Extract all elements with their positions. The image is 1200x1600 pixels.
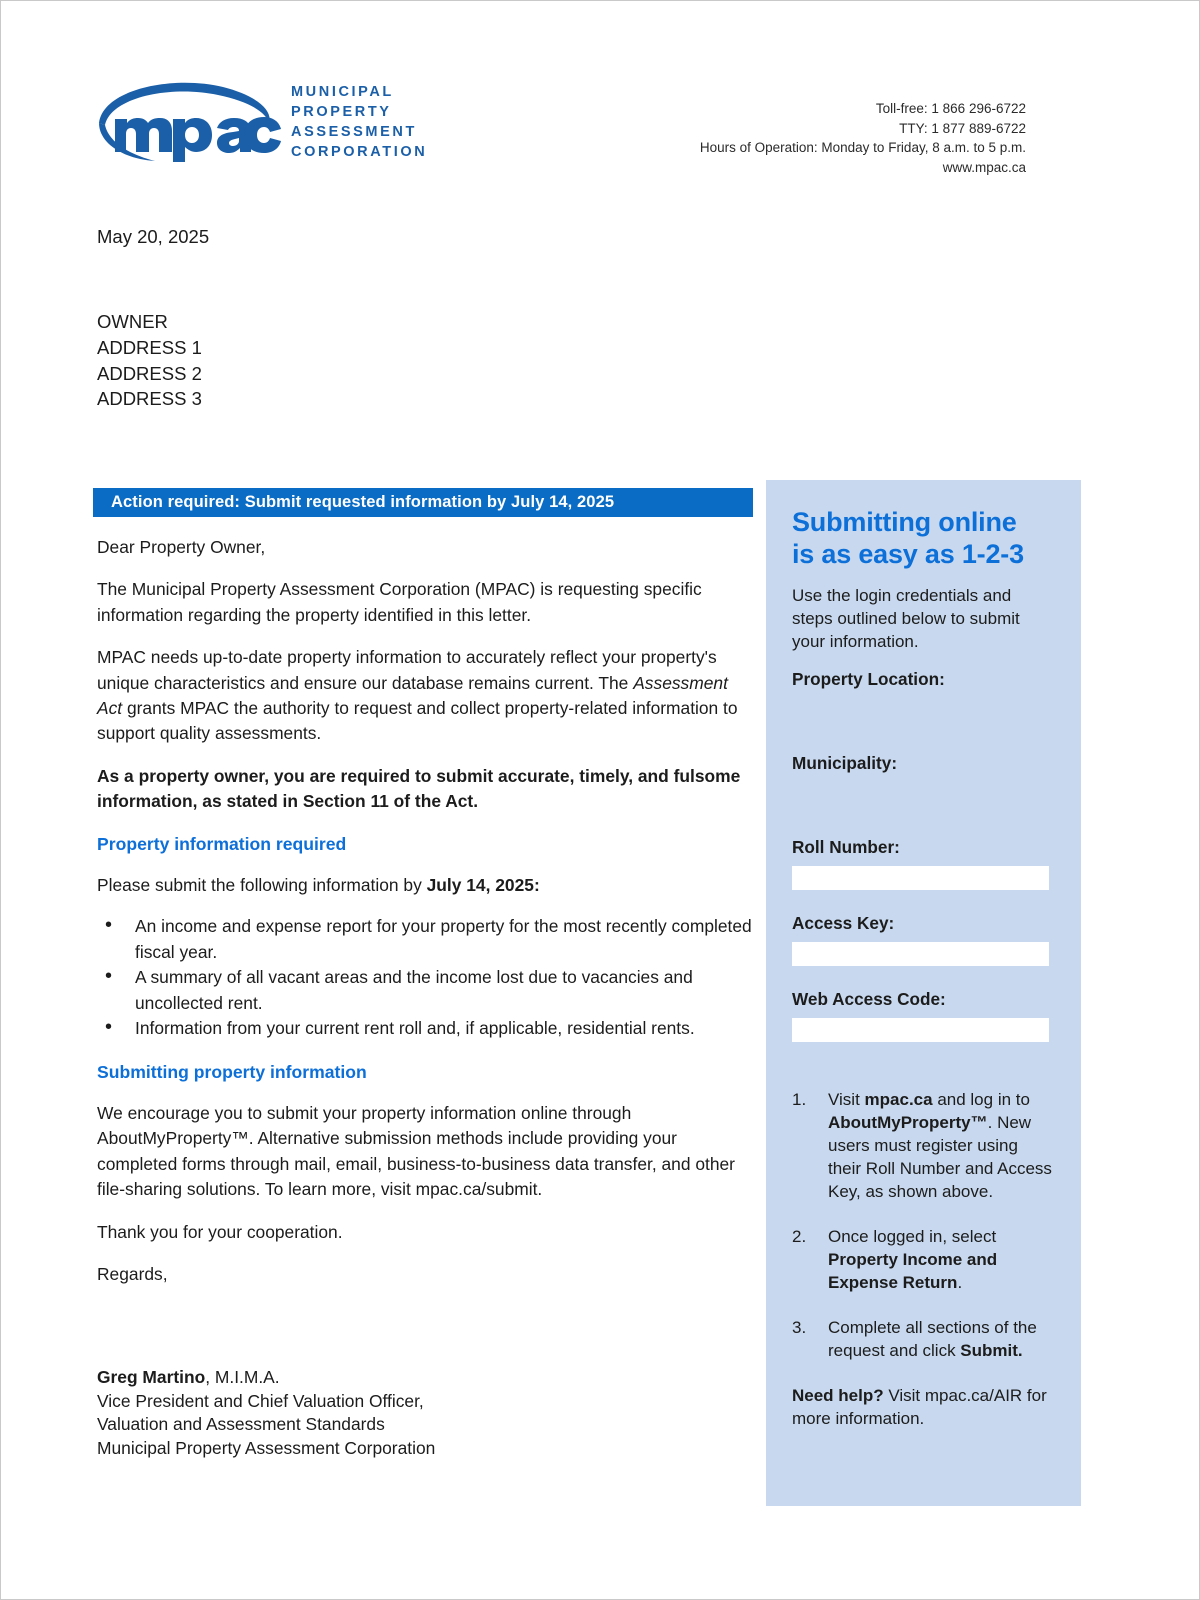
step-text-a: Once logged in, select [828, 1227, 997, 1246]
step-text-b: . [957, 1273, 963, 1292]
sidebar-title-line-1: Submitting online [792, 507, 1017, 537]
paragraph-submission-methods: We encourage you to submit your property information online through AboutMyProperty™. Alternative submission methods include providing your completed forms through mail, email, business-to-business data transfer, and other file-sharing solutions. To learn more, visit mpac.ca/submit. [97, 1102, 735, 1200]
web-access-code-input[interactable] [792, 1018, 1049, 1042]
deadline-date-bold: July 14, 2025: [426, 875, 540, 896]
para2-part-b: grants MPAC the authority to request and collect property-related information to support quality assessments. [97, 698, 738, 744]
heading-property-information-required: Property information required [97, 833, 347, 854]
action-required-banner: Action required: Submit requested information by July 14, 2025 [93, 488, 753, 517]
sidebar-title-line-2: is as easy as 1-2-3 [792, 539, 1024, 569]
signer-title-line-2: Valuation and Assessment Standards [97, 1414, 385, 1435]
recipient-address [97, 309, 202, 412]
submission-steps-list [792, 1088, 1055, 1362]
list-item: • Information from your current rent roll and, if applicable, residential rents. [97, 1016, 757, 1041]
website-line: www.mpac.ca [942, 159, 1026, 175]
list-item: • A summary of all vacant areas and the income lost due to vacancies and uncollected rent. [97, 965, 757, 1016]
list-item [792, 1316, 1055, 1362]
roll-number-spacer [792, 890, 1055, 913]
field-web-access-code [792, 989, 1055, 1042]
sidebar-title [792, 506, 1055, 570]
submitting-online-panel [766, 480, 1081, 1506]
logo-word-property: PROPERTY [291, 104, 392, 120]
hours-line: Hours of Operation: Monday to Friday, 8 a.m. to 5 p.m. [699, 140, 1026, 155]
page-header [1, 77, 1199, 187]
access-key-input[interactable] [792, 942, 1049, 966]
contact-info [700, 99, 1026, 177]
roll-number-input[interactable] [792, 866, 1049, 890]
need-help-note [792, 1384, 1055, 1430]
field-access-key [792, 913, 1055, 989]
signature-block [97, 1366, 757, 1460]
address-line-owner: OWNER [97, 311, 168, 332]
field-label-roll-number: Roll Number: [792, 837, 900, 857]
step-number: 1. [792, 1090, 807, 1109]
list-item [792, 1088, 1055, 1203]
step-text-b: and log in to [932, 1090, 1030, 1109]
letter-date: May 20, 2025 [97, 226, 210, 247]
field-roll-number [792, 837, 1055, 913]
address-line-3: ADDRESS 3 [97, 388, 202, 410]
step-bold-submit: Submit. [960, 1341, 1023, 1360]
paragraph-deadline [97, 873, 757, 898]
paragraph-regards: Regards, [97, 1263, 168, 1284]
signer-name: Greg Martino [97, 1367, 206, 1388]
address-line-2: ADDRESS 2 [97, 362, 202, 384]
paragraph-obligation [97, 764, 757, 815]
access-key-spacer [792, 966, 1055, 989]
field-label-property-location: Property Location: [792, 669, 945, 689]
field-label-web-access-code: Web Access Code: [792, 989, 946, 1009]
field-municipality [792, 753, 1055, 837]
step-number: 2. [792, 1227, 807, 1246]
letter-body [97, 535, 757, 1460]
municipality-value-area [792, 782, 1055, 837]
need-help-text: Visit mpac.ca/AIR for more information. [792, 1386, 1047, 1428]
logo-word-assessment: ASSESSMENT [291, 124, 417, 140]
list-item [792, 1225, 1055, 1294]
mpac-logo-mark [93, 77, 283, 163]
signer-organization: Municipal Property Assessment Corporation [97, 1437, 436, 1458]
paragraph-request: The Municipal Property Assessment Corporation (MPAC) is requesting specific information regarding the property identified in this letter. [97, 579, 702, 625]
sidebar-intro-text: Use the login credentials and steps outlined below to submit your information. [792, 586, 1020, 651]
deadline-lead-in: Please submit the following information by [97, 875, 427, 896]
signer-credentials: , M.I.M.A. [205, 1367, 280, 1388]
step-bold-property-income-expense-return: Property Income and Expense Return [828, 1250, 998, 1292]
mpac-logo-wordmark [291, 82, 427, 162]
mpac-logo [93, 77, 427, 163]
field-label-access-key: Access Key: [792, 913, 895, 933]
signer-title-line-1: Vice President and Chief Valuation Officer, [97, 1390, 424, 1411]
step-bold-aboutmyproperty: AboutMyProperty™ [828, 1113, 988, 1132]
signature-gap [97, 1304, 757, 1366]
field-property-location [792, 669, 1055, 753]
assessment-act-italic: Assessment Act [97, 672, 728, 719]
step-text-c: . New users must register using their Roll Number and Access Key, as shown above. [828, 1113, 1052, 1201]
required-information-list [97, 914, 757, 1041]
paragraph-authority [97, 645, 757, 747]
step-text-a: Visit [828, 1090, 865, 1109]
list-item: • An income and expense report for your property for the most recently completed fiscal year. [97, 914, 757, 965]
obligation-bold-text: As a property owner, you are required to submit accurate, timely, and fulsome information, as stated in Section 11 of the Act. [97, 765, 741, 812]
paragraph-thanks: Thank you for your cooperation. [97, 1221, 343, 1242]
heading-submitting-property-information: Submitting property information [97, 1061, 367, 1082]
para2-part-a: MPAC needs up-to-date property information to accurately reflect your property's unique characteristics and ensure our database remains current. The [97, 647, 717, 693]
step-text-a: Complete all sections of the request and click [828, 1318, 1037, 1360]
need-help-label: Need help? [792, 1386, 884, 1405]
field-label-municipality: Municipality: [792, 753, 898, 773]
tty-line: TTY: 1 877 889-6722 [899, 120, 1026, 136]
signature-name-line [97, 1366, 757, 1389]
property-location-value-area [792, 698, 1055, 753]
salutation: Dear Property Owner, [97, 537, 266, 557]
step-number: 3. [792, 1318, 807, 1337]
logo-word-corporation: CORPORATION [291, 144, 428, 160]
toll-free-line: Toll-free: 1 866 296-6722 [875, 101, 1026, 116]
logo-word-municipal: MUNICIPAL [291, 84, 394, 100]
step-bold-mpac-ca: mpac.ca [864, 1090, 933, 1109]
address-line-1: ADDRESS 1 [97, 336, 202, 358]
